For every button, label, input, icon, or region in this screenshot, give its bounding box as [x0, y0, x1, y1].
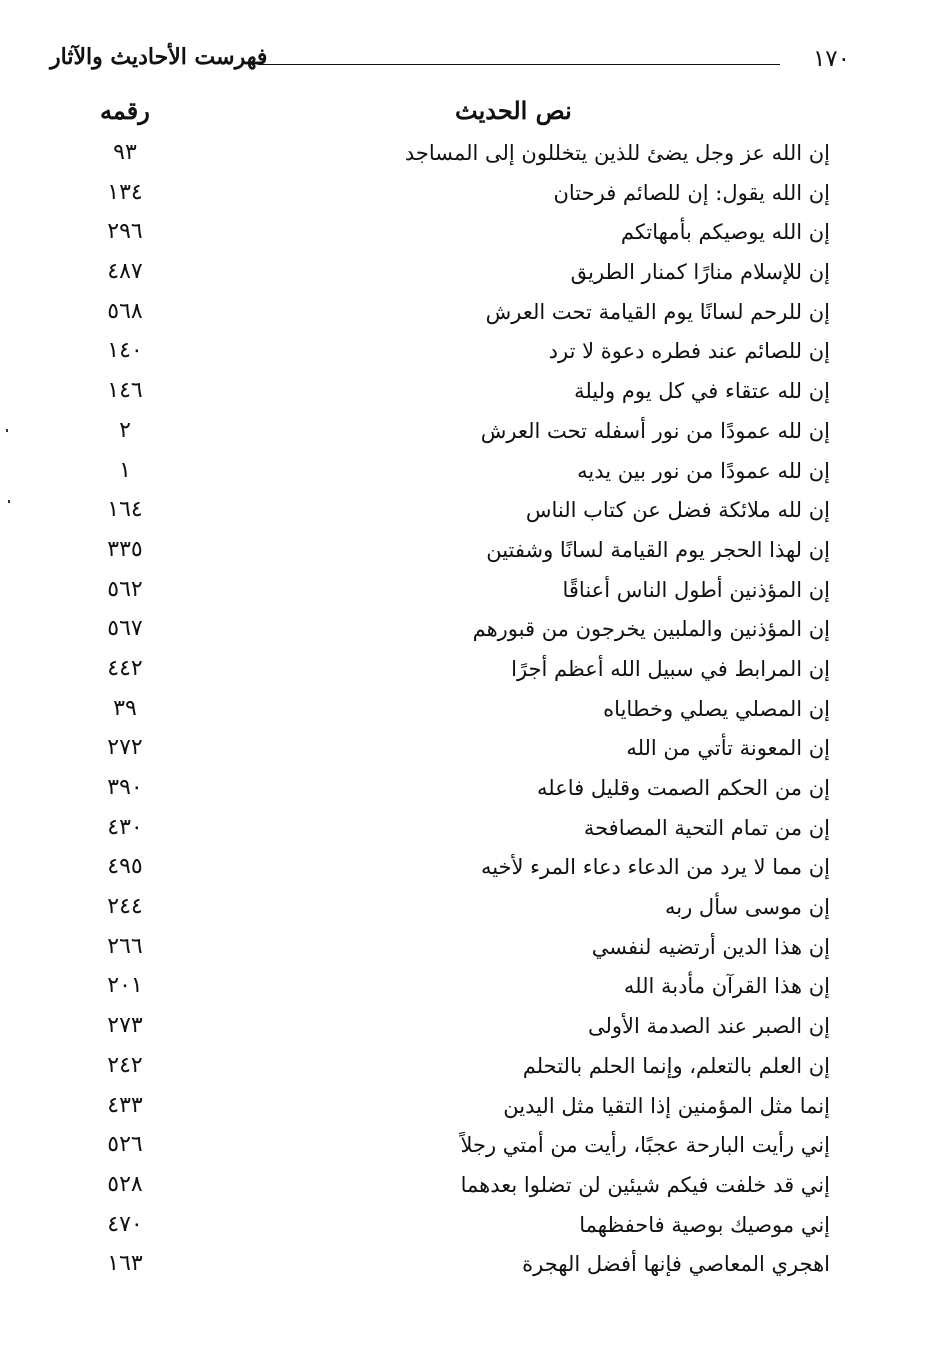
hadith-text: إن المؤذنين والملبين يخرجون من قبورهم	[472, 617, 830, 642]
index-entry	[60, 494, 830, 534]
hadith-text: إن الصبر عند الصدمة الأولى	[587, 1014, 830, 1039]
hadith-text: إن العلم بالتعلم، وإنما الحلم بالتحلم	[522, 1053, 830, 1078]
hadith-text: إن للصائم عند فطره دعوة لا ترد	[548, 339, 830, 364]
index-entry	[60, 177, 830, 217]
hadith-number: ٤٣٠	[107, 814, 143, 840]
hadith-number: ١٣٤	[107, 179, 143, 205]
hadith-number: ٤٣٣	[107, 1092, 143, 1118]
hadith-text: إن المصلي يصلي وخطاياه	[603, 696, 830, 721]
hadith-text: إن هذا القرآن مأدبة الله	[623, 974, 830, 999]
hadith-index-list	[60, 137, 830, 1288]
text-column-heading: نص الحديث	[455, 96, 572, 125]
hadith-number: ٣٣٥	[107, 536, 143, 562]
hadith-text: إني موصيك بوصية فاحفظهما	[579, 1212, 830, 1237]
hadith-number: ٢٧٣	[107, 1013, 143, 1039]
index-entry	[60, 653, 830, 693]
index-entry	[60, 335, 830, 375]
index-entry	[60, 375, 830, 415]
index-entry	[60, 256, 830, 296]
hadith-text: إن المعونة تأتي من الله	[626, 736, 830, 761]
hadith-text: إن هذا الدين أرتضيه لنفسي	[591, 934, 830, 959]
hadith-number: ٢٤٢	[107, 1052, 143, 1078]
hadith-number: ٣٩٠	[107, 775, 143, 800]
hadith-number: ١٤٦	[107, 378, 143, 404]
hadith-text: إن للرحم لسانًا يوم القيامة تحت العرش	[485, 299, 830, 324]
index-entry	[60, 1169, 830, 1209]
hadith-number: ٤٨٧	[107, 259, 143, 285]
index-entry	[60, 455, 830, 495]
hadith-number: ٥٦٧	[107, 616, 143, 642]
column-headings	[60, 96, 830, 132]
header-rule	[258, 64, 780, 65]
hadith-text: إنما مثل المؤمنين إذا التقيا مثل اليدين	[503, 1093, 830, 1118]
index-entry	[60, 891, 830, 931]
hadith-text: إن مما لا يرد من الدعاء دعاء المرء لأخيه	[480, 855, 830, 880]
hadith-text: اهجري المعاصي فإنها أفضل الهجرة	[522, 1252, 830, 1277]
hadith-number: ١٦٣	[107, 1251, 143, 1277]
index-entry	[60, 851, 830, 891]
index-entry	[60, 732, 830, 772]
index-entry	[60, 216, 830, 256]
hadith-text: إن لله ملائكة فضل عن كتاب الناس	[525, 498, 830, 523]
hadith-number: ١٤٠	[107, 338, 143, 364]
hadith-text: إن موسى سأل ربه	[665, 895, 830, 920]
hadith-text: إني رأيت البارحة عجبًا، رأيت من أمتي رجلاً	[460, 1133, 830, 1158]
index-entry	[60, 693, 830, 733]
scan-speck	[8, 500, 10, 503]
hadith-text: إني قد خلفت فيكم شيئين لن تضلوا بعدهما	[460, 1172, 830, 1197]
number-column-heading: رقمه	[100, 96, 150, 125]
hadith-text: إن لهذا الحجر يوم القيامة لسانًا وشفتين	[486, 537, 830, 562]
hadith-text: إن الله يوصيكم بأمهاتكم	[620, 220, 830, 245]
hadith-number: ٢	[119, 417, 131, 443]
hadith-number: ٥٦٨	[107, 298, 143, 324]
hadith-number: ٣٩	[113, 695, 137, 721]
hadith-number: ٥٦٢	[107, 576, 143, 602]
index-entry	[60, 296, 830, 336]
hadith-number: ٢٤٤	[107, 894, 143, 920]
running-header	[50, 42, 850, 82]
index-entry	[60, 1050, 830, 1090]
hadith-number: ٢٠١	[107, 973, 143, 999]
hadith-text: إن الله عز وجل يضئ للذين يتخللون إلى المساجد	[404, 141, 830, 165]
page-number: ١٧٠	[812, 46, 850, 72]
hadith-text: إن المؤذنين أطول الناس أعناقًا	[562, 577, 830, 602]
index-entry	[60, 137, 830, 177]
index-entry	[60, 1209, 830, 1249]
hadith-text: إن من تمام التحية المصافحة	[583, 815, 830, 840]
running-title: فهرست الأحاديث والآثار	[50, 44, 268, 70]
hadith-number: ١٦٤	[107, 497, 143, 523]
index-entry	[60, 1010, 830, 1050]
hadith-number: ٢٧٢	[107, 735, 143, 761]
hadith-text: إن المرابط في سبيل الله أعظم أجرًا	[511, 656, 830, 681]
scan-speck	[6, 429, 8, 432]
hadith-text: إن لله عتقاء في كل يوم وليلة	[574, 379, 830, 404]
hadith-text: إن الله يقول: إن للصائم فرحتان	[553, 180, 830, 205]
index-entry	[60, 970, 830, 1010]
index-entry	[60, 574, 830, 614]
index-entry	[60, 415, 830, 455]
hadith-number: ٢٩٦	[107, 219, 143, 245]
index-entry	[60, 1248, 830, 1288]
hadith-text: إن لله عمودًا من نور بين يديه	[577, 458, 830, 483]
index-entry	[60, 1129, 830, 1169]
index-entry	[60, 931, 830, 971]
index-entry	[60, 1090, 830, 1130]
hadith-number: ٩٣	[113, 140, 137, 165]
index-entry	[60, 812, 830, 852]
hadith-number: ٤٩٥	[107, 854, 143, 880]
hadith-number: ٤٧٠	[107, 1211, 143, 1237]
hadith-number: ١	[119, 457, 131, 483]
hadith-text: إن من الحكم الصمت وقليل فاعله	[537, 776, 830, 800]
index-entry	[60, 613, 830, 653]
index-entry	[60, 772, 830, 812]
hadith-text: إن للإسلام منارًا كمنار الطريق	[570, 260, 830, 285]
index-entry	[60, 534, 830, 574]
hadith-number: ٤٤٢	[107, 655, 143, 681]
hadith-text: إن لله عمودًا من نور أسفله تحت العرش	[480, 418, 830, 443]
hadith-number: ٥٢٦	[107, 1132, 143, 1158]
hadith-number: ٢٦٦	[107, 933, 143, 959]
hadith-number: ٥٢٨	[107, 1171, 143, 1197]
